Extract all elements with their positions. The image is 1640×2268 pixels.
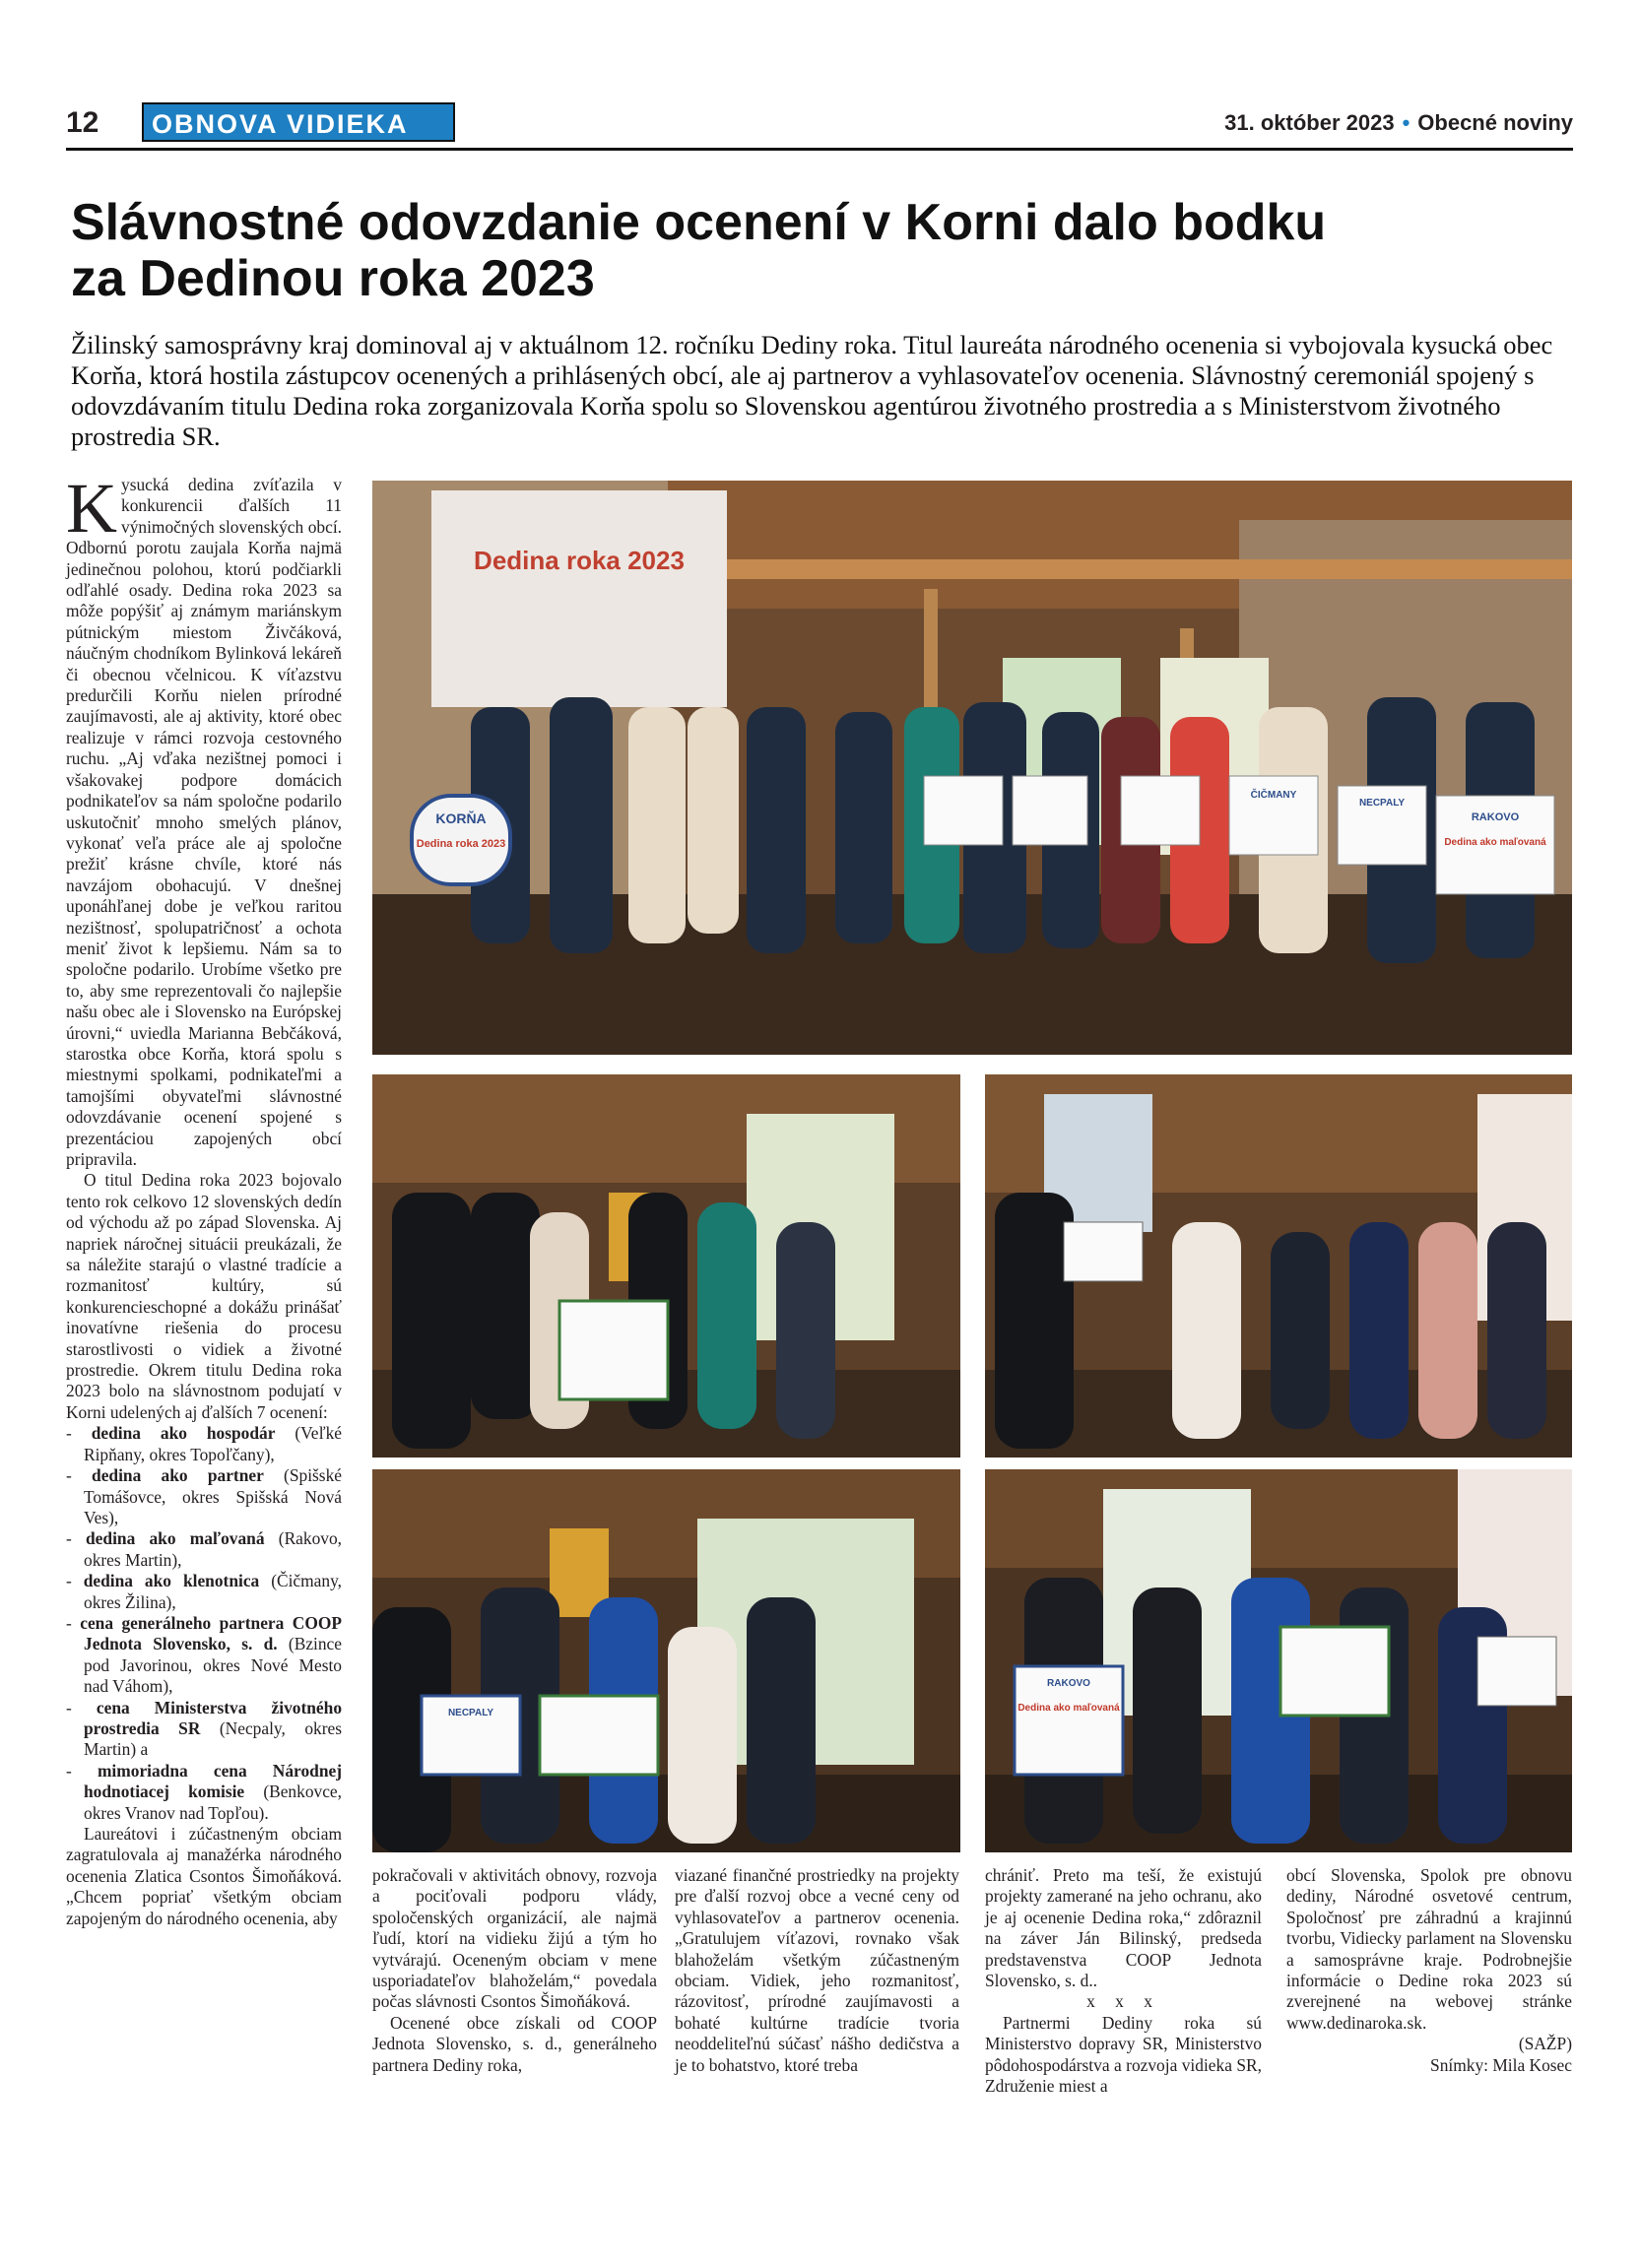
paragraph: O titul Dedina roka 2023 bojovalo tento rok celkovo 12 slovenských dedín od východu až po západ Slovenska. Aj napriek náročnej situácii preukázali, že sa náležite starajú o vlastné tradície a rozmanitosť kultúry, sú konkurencieschopné a dokážu prinášať inovatívne riešenia do procesu starostlivosti o vidiek a životné prostredie. Okrem titulu Dedina roka 2023 bolo na slávnostnom podujatí v Korni udelených aj ďalších 7 ocenení: [66,1170,342,1422]
photo-lower-right [985,1469,1572,1852]
page-number: 12 [66,106,99,139]
photo-middle-left [372,1074,960,1458]
list-item: - dedina ako klenotnica (Čičmany, okres Žilina), [66,1571,342,1612]
sign-text: RAKOVO [1047,1678,1090,1689]
text-column-5 [1286,1865,1572,2076]
paragraph: obcí Slovenska, Spolok pre obnovu dediny, Národné osvetové centrum, Spoločnosť pre záhradnú a krajinnú tvorbu, Vidiecky parlament na Slovensku a samosprávne kraje. Podrobnejšie informácie o Dedine roka 2023 sú zverejnené na webovej stránke www.dedinaroka.sk. [1286,1865,1572,2033]
paragraph: chrániť. Preto ma teší, že existujú projekty zamerané na jeho ochranu, ako je aj ocenenie Dedina roka,“ zdôraznil na záver Ján Bilinský, predseda predstavenstva COOP Jednota Slovensko, s. d.. [985,1865,1262,1991]
separator: x x x [1086,1991,1160,2012]
paragraph: Kysucká dedina zvíťazila v konkurencii ďalších 11 výnimočných slovenských obcí. Odbornú porotu zaujala Korňa najmä jedinečnou polohou, ktorú podčiarkli odľahlé osady. Dedina roka 2023 sa môže popýšiť aj známym mariánskym pútnickým miestom Živčáková, náučným chodníkom Bylinková lekáreň či obecnou včelnicou. K víťazstvu predurčili Korňu nielen prírodné zaujímavosti, ale aj aktivity, ktoré obec realizuje v rámci rozvoja cestovného ruchu. „Aj vďaka nezištnej pomoci i všakovakej podpore domácich podnikateľov sa nám spoločne podarilo uskutočniť mnoho smelých plánov, vykonať veľa práce ale aj spoločne prežiť krásne chvíle, ktoré nás navzájom obohacujú. V dnešnej uponáhľanej dobe je veľkou raritou nezištnosť, spolupatričnosť a ochota meniť život k lepšiemu. Nám sa to spoločne podarilo. Urobíme všetko pre to, aby sme reprezentovali čo najlepšie našu obec ale i Slovensko na Európskej úrovni,“ uviedla Marianna Bebčáková, starostka obce Korňa, ktorá spolu s miestnymi spolkami, podnikateľmi a tamojšími obyvateľmi slávnostné odovzdávanie ocenení spojené s prezentáciou zapojených obcí pripravila. [66,469,342,1169]
sign-text: ČIČMANY [1250,790,1297,801]
header-meta [1224,110,1573,136]
photo-lower-left [372,1469,960,1852]
list-item: - cena Ministerstva životného prostredia SR (Necpaly, okres Martin) a [66,1697,343,1760]
photo-middle-right [985,1074,1572,1458]
article-title: Slávnostné odovzdanie ocenení v Korni dalo bodku za Dedinou roka 2023 [71,194,1327,307]
list-item: - dedina ako hospodár (Veľké Ripňany, okres Topoľčany), [66,1423,343,1464]
photo-credit: Snímky: Mila Kosec [1430,2054,1572,2075]
sign-text: NECPALY [1358,798,1406,809]
issue-date: 31. október 2023 [1224,110,1395,135]
paragraph: Ocenené obce získali od COOP Jednota Slovensko, s. d., generálneho partnera Dediny roka, [372,2012,657,2075]
text-column-1 [66,469,343,1929]
list-item: - mimoriadna cena Národnej hodnotiacej komisie (Benkovce, okres Vranov nad Topľou). [66,1760,343,1823]
sign-text: RAKOVO [1471,811,1520,823]
paragraph: Laureátovi i zúčastneným obciam zagratulovala aj manažérka národného ocenenia Zlatica Csontos Šimoňáková. „Chcem popriať všetkým obciam zapojeným do národného ocenenia, aby [66,1824,342,1928]
article-lead: Žilinský samosprávny kraj dominoval aj v aktuálnom 12. ročníku Dediny roka. Titul laureáta národného ocenenia si vybojovala kysucká obec Korňa, ktorá hostila zástupcov ocenených a prihlásených obcí, ale aj partnerov a vyhlasovateľov ocenenia. Slávnostný ceremoniál spojený s odovzdávaním titulu Dedina roka zorganizovala Korňa spolu so Slovenskou agentúrou životného prostredia a s Ministerstvom životného prostredia SR. [71,330,1553,451]
screen-text: Dedina roka 2023 [474,546,685,575]
source-credit: (SAŽP) [1518,2034,1572,2054]
list-item: - dedina ako partner (Spišské Tomášovce, okres Spišská Nová Ves), [66,1465,342,1527]
list-item: - cena generálneho partnera COOP Jednota Slovensko, s. d. (Bzince pod Javorinou, okres Nové Mesto nad Váhom), [66,1612,343,1697]
sign-text: Dedina ako maľovaná [1444,837,1546,848]
main-photo [372,481,1572,1055]
section-label: OBNOVA VIDIEKA [142,102,455,142]
paragraph: pokračovali v aktivitách obnovy, rozvoja a pociťovali podporu vlády, spoločenských organizácií, ale najmä ľudí, ktorí na vidieku žijú a tým ho vytvárajú. Oceneným obciam v mene usporiadateľov blahoželám,“ povedala počas slávnosti Csontos Šimoňáková. [372,1865,657,2012]
text-column-2 [372,1865,657,2076]
text-column-3 [675,1865,959,2076]
header-rule [66,148,1573,151]
sign-text: KORŇA [435,810,487,826]
text-column-4 [985,1865,1262,2097]
list-item: - dedina ako maľovaná (Rakovo, okres Martin), [66,1528,343,1570]
paragraph: viazané finančné prostriedky na projekty pre ďalší rozvoj obce a vecné ceny od vyhlasovateľov a partnerov ocenenia. „Gratulujem víťazovi, rovnako však blahoželám všetkým zúčastneným obciam. Vidiek, jeho rozmanitosť, rázovitosť, prírodné zaujímavosti a bohaté kultúrne tradície tvoria neoddeliteľnú súčasť nášho dedičstva a je to bohatstvo, ktoré treba [675,1865,959,2075]
separator-dot: • [1402,110,1410,135]
drop-cap: K [66,469,117,548]
paragraph: Partnermi Dediny roka sú Ministerstvo dopravy SR, Ministerstvo pôdohospodárstva a rozvoja vidieka SR, Združenie miest a [985,2012,1262,2097]
sign-text: Dedina roka 2023 [416,838,506,850]
awards-list [66,1423,342,1824]
publication-name: Obecné noviny [1417,110,1573,135]
sign-text: NECPALY [447,1708,494,1718]
sign-text: Dedina ako maľovaná [1017,1703,1120,1714]
